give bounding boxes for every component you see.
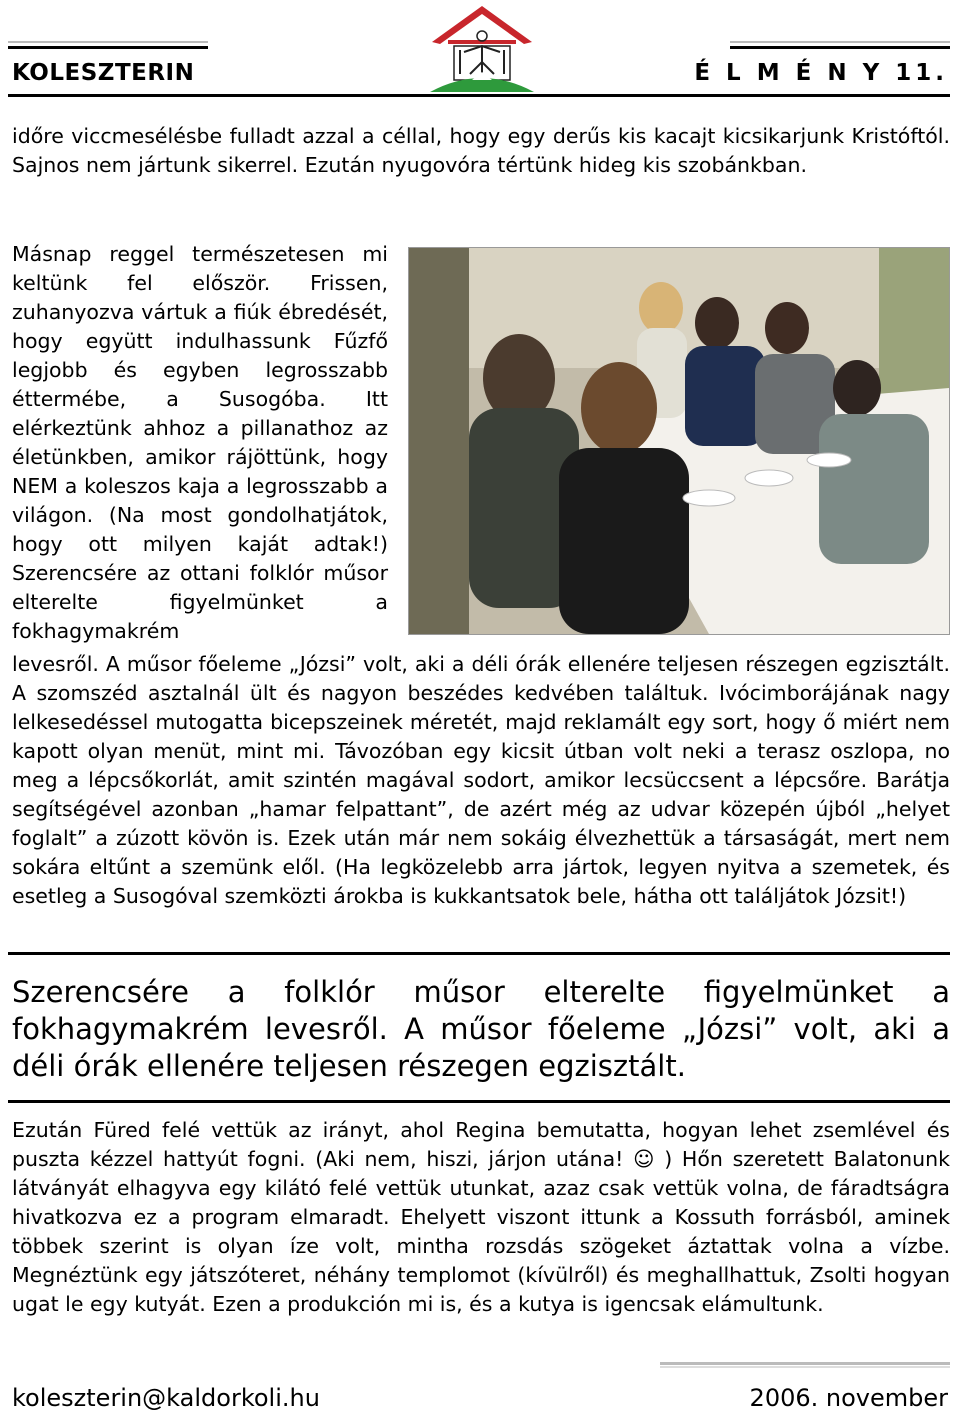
footer-rule-shadow xyxy=(660,1366,950,1368)
photo-illustration xyxy=(409,248,949,634)
header-rule-left xyxy=(8,46,208,49)
pullquote-rule-bottom xyxy=(8,1100,950,1103)
paragraph-4-part-2: ) Hőn szeretett Balatonunk látványát elhagyva egy kilátó felé vettük utunkat, azaz csak vettük volna, de fáradtságra hivatkozva ez a program elmaradt. Ehelyett viszont ittunk a Kossuth forrásból, aminek többek szerint is olyan íze volt, mintha rozsdás szögeket áztattak volna a vízbe. Megnéztünk egy játszóteret, néhány templomot (kívülről) és meghallhattuk, Zsolti hogyan ugat le egy kutyát. Ezen a produkción mi is, és a kutya is igencsak elámultunk. xyxy=(12,1147,950,1316)
footer-date: 2006. november xyxy=(749,1384,948,1412)
pull-quote: Szerencsére a folklór műsor elterelte figyelmünket a fokhagymakrém levesről. A műsor főeleme „Józsi” volt, aki a déli órák ellenére teljesen részegen egzisztált. xyxy=(12,975,950,1083)
footer-email: koleszterin@kaldorkoli.hu xyxy=(12,1384,320,1412)
paragraph-1: időre viccmesélésbe fulladt azzal a céllal, hogy egy derűs kis kacajt kicsikarjunk Kristóftól. Sajnos nem jártunk sikerrel. Ezután nyugovóra tértünk hideg kis szobánkban. xyxy=(12,124,950,177)
header-rule-right-shadow xyxy=(730,41,950,43)
pullquote-rule-top xyxy=(8,952,950,955)
smiley-icon: ☺ xyxy=(633,1147,655,1171)
header-rule-right xyxy=(730,46,950,49)
header-title: KOLESZTERIN xyxy=(12,60,195,86)
paragraph-2: Másnap reggel természetesen mi keltünk fel először. Frissen, zuhanyozva vártuk a fiúk ébredését, hogy együtt indulhassunk Fűzfő legjobb és egyben legrosszabb éttermébe, a Susogóba. Itt elérkeztünk ahhoz a pillanathoz az életünkben, amikor rájöttünk, hogy NEM a koleszos kaja a legrosszabb a világon. (Na most gondolhatjátok, hogy ott milyen kaját adtak!) Szerencsére az ottani folklór műsor elterelte figyelmünket a fokhagymakrém xyxy=(12,242,388,643)
header-underline xyxy=(8,94,950,97)
paragraph-4 xyxy=(12,1116,950,1319)
paragraph-3: levesről. A műsor főeleme „Józsi” volt, aki a déli órák ellenére teljesen részegen egzisztált. A szomszéd asztalnál ült és nagyon beszédes kedvében találtuk. Ivócimborájának nagy lelkesedéssel mutogatta bicepszeinek méretét, majd reklamált egy sort, hogy ő miért nem kapott olyan menüt, mint mi. Távozóban egy kicsit útban volt neki a terasz oszlopa, no meg a lépcsőkorlát, amit szintén magával sodort, amikor lecsüccsent a lépcsőre. Barátja segítségével azonban „hamar felpattant”, de azért még az udvar közepén újból „helyet foglalt” a zúzott kövön is. Ezek után már nem sokáig élvezhettük a társaságát, mert nem sokára eltűnt a szemünk elől. (Ha legközelebb arra jártok, legyen nyitva a szemetek, és esetleg a Susogóval szemközti árokba is kukkantsatok bele, hátha ott találjátok Józsit!) xyxy=(12,652,950,908)
restaurant-photo xyxy=(408,247,950,635)
header-section: É L M É N Y 11. xyxy=(694,60,948,86)
header-rule-left-shadow xyxy=(8,41,208,43)
kolesz-logo-icon xyxy=(424,2,540,96)
footer-rule xyxy=(660,1362,950,1365)
paragraph-4-part-1: Ezután Füred felé vettük az irányt, ahol Regina bemutatta, hogyan lehet zsemlével és puszta kézzel hattyút fogni. (Aki nem, hiszi, járjon utána! xyxy=(12,1118,950,1171)
